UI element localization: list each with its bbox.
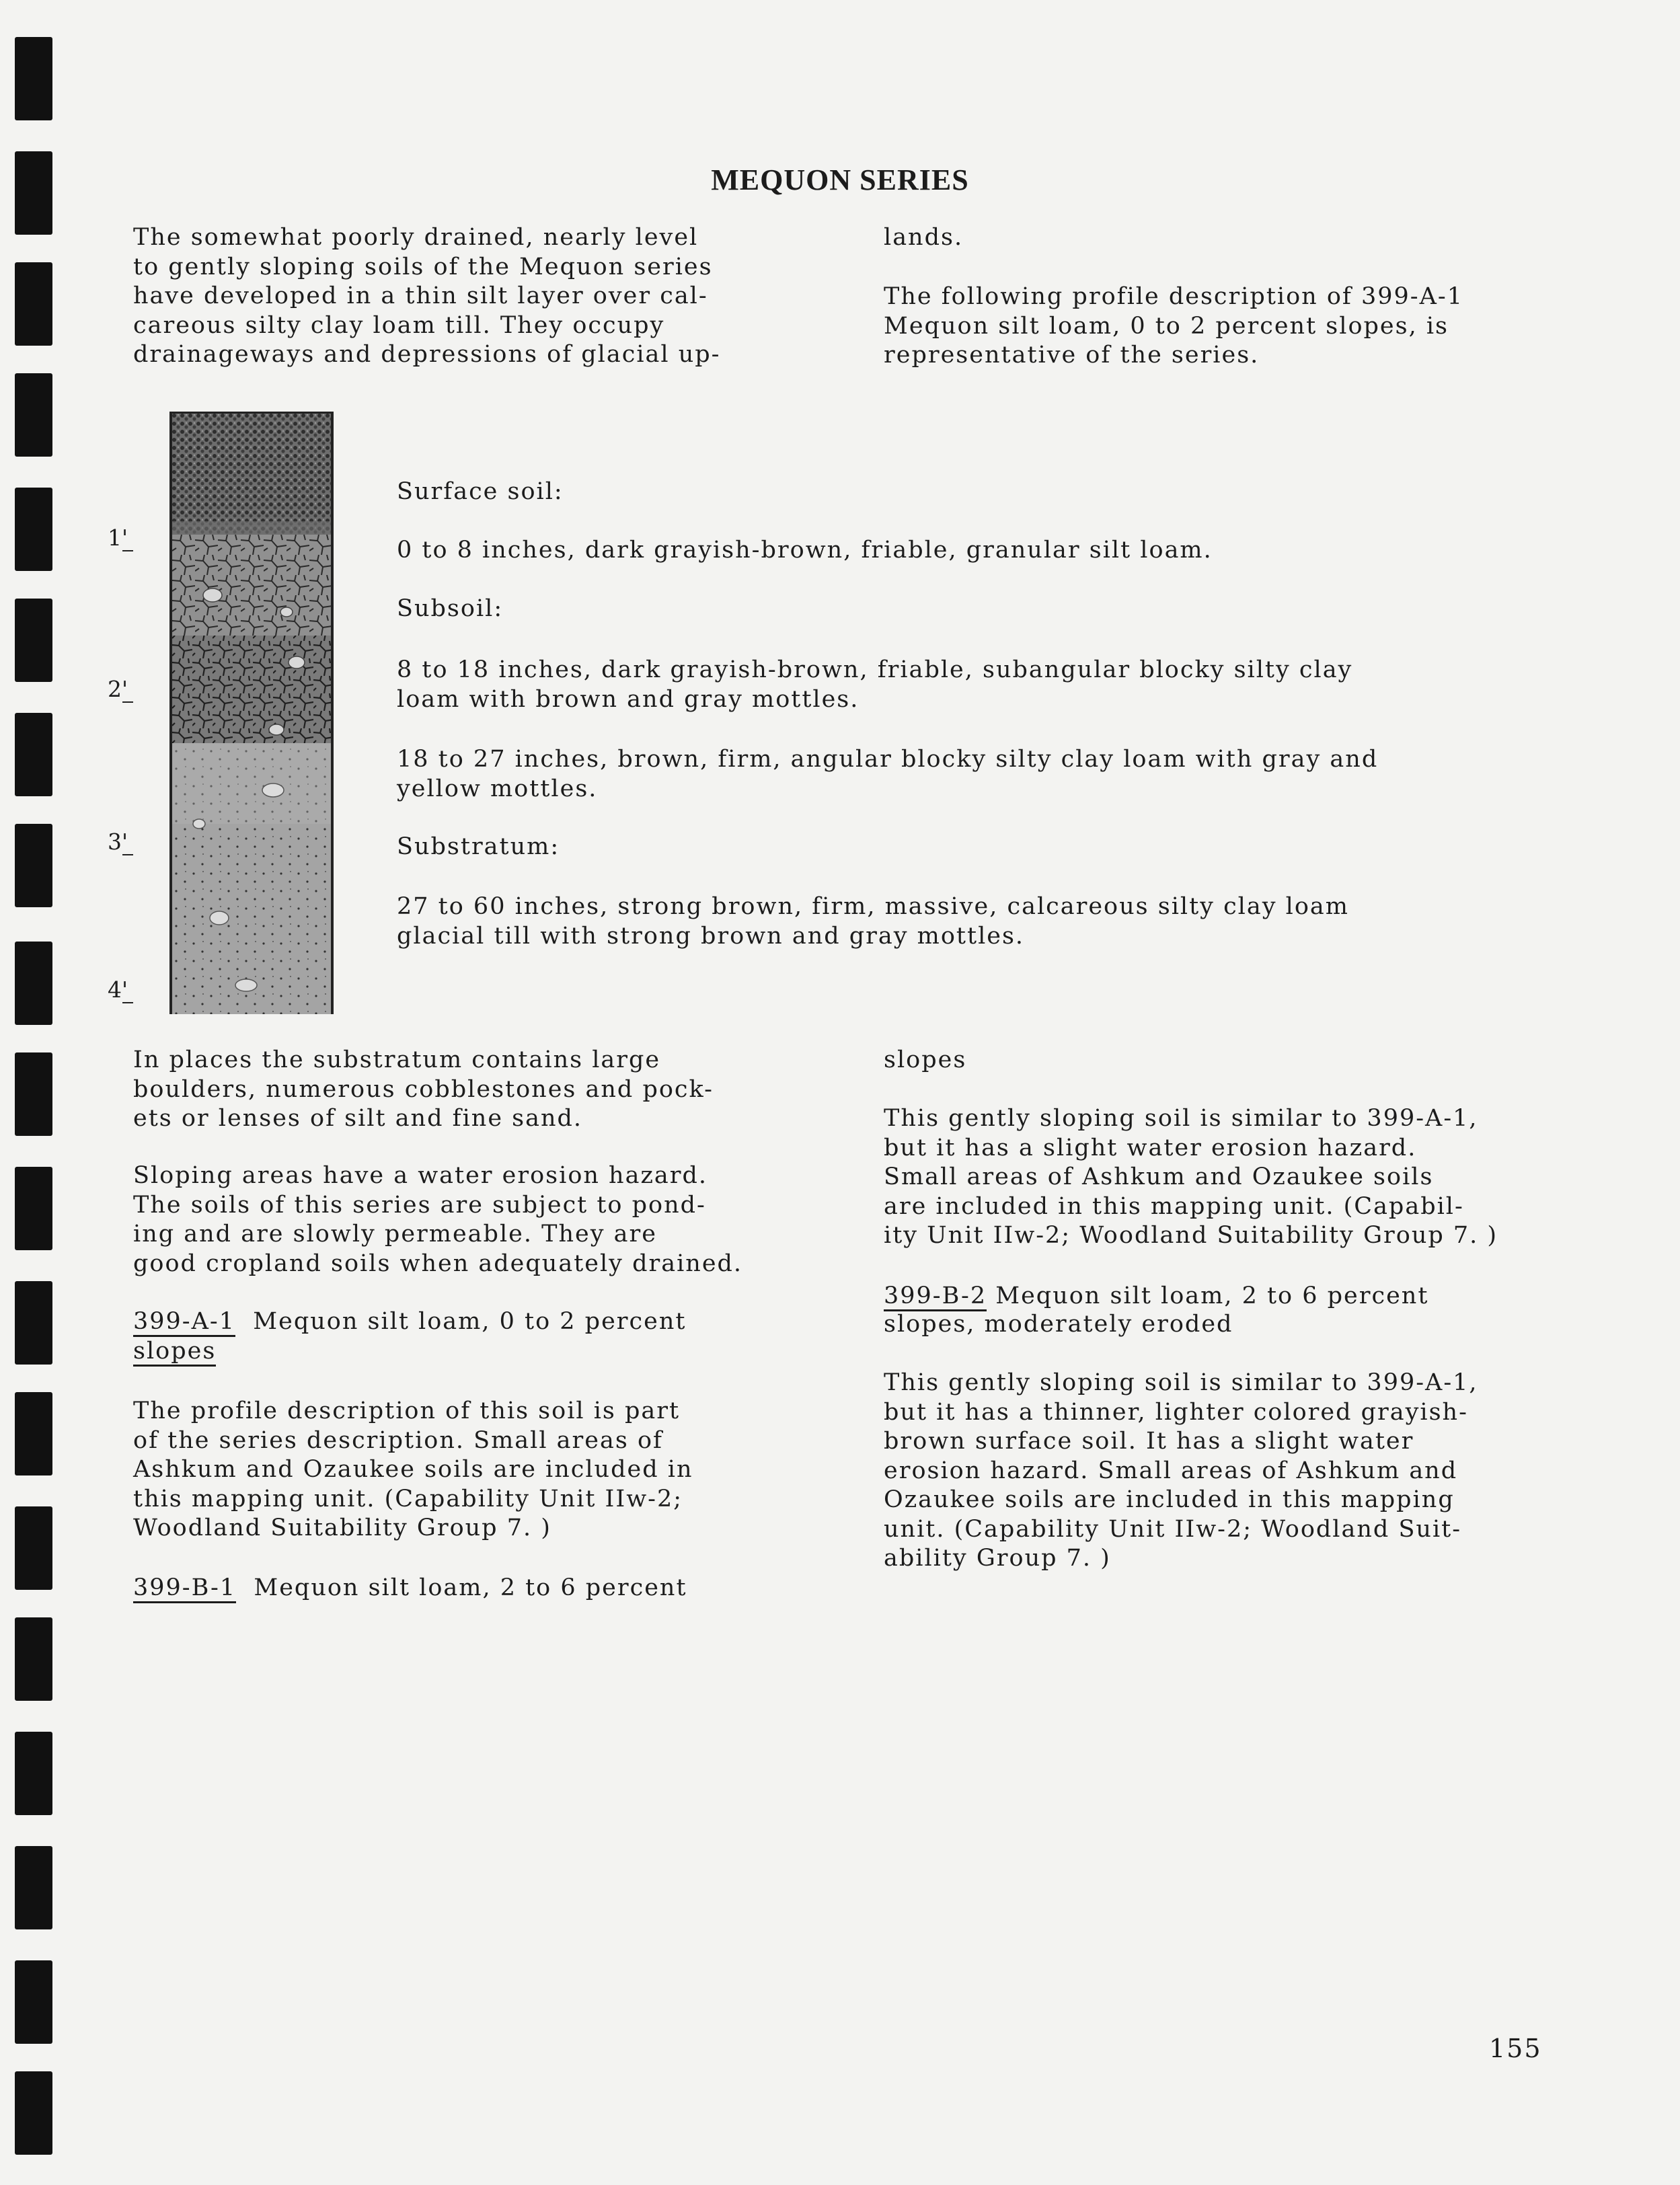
binding-hole [15, 2071, 52, 2155]
binding-hole [15, 824, 52, 907]
surface-soil-text: 0 to 8 inches, dark grayish-brown, friable, granular silt loam. [397, 537, 1213, 564]
mapping-unit-399-B-2-description: This gently sloping soil is similar to 399-A-1, but it has a thinner, lighter colored grayish- brown surface soil. It has a slight water erosion hazard. Small areas of Ashkum and Ozaukee soils are included in this mapping unit. (Capability Unit IIw-2; Woodland Suit- ability Group 7. ) [884, 1369, 1478, 1572]
substratum-notes-paragraph: In places the substratum contains large boulders, numerous cobblestones and pock- ets or lenses of silt and fine sand. [133, 1046, 714, 1132]
substratum-text: 27 to 60 inches, strong brown, firm, massive, calcareous silty clay loam glacial till with strong brown and gray mottles. [397, 893, 1349, 950]
binding-hole [15, 262, 52, 346]
binding-hole [15, 1167, 52, 1250]
binding-hole [15, 1732, 52, 1815]
subsoil-heading: Subsoil: [397, 595, 504, 622]
binding-hole [15, 1281, 52, 1365]
mapping-unit-399-B-1-heading-cont: slopes [884, 1046, 967, 1073]
mapping-unit-name: Mequon silt loam, 0 to 2 percent [235, 1308, 687, 1335]
mapping-unit-symbol: 399-B-1 [133, 1574, 236, 1603]
page-number: 155 [1489, 2034, 1542, 2063]
depth-marker: 1' [108, 525, 128, 551]
depth-marker: 2' [108, 676, 128, 702]
mapping-unit-name: Mequon silt loam, 2 to 6 percent [236, 1574, 687, 1601]
mapping-unit-symbol: 399-B-2 [884, 1282, 987, 1311]
surface-soil-heading: Surface soil: [397, 478, 564, 505]
binding-hole [15, 713, 52, 796]
erosion-hazard-paragraph: Sloping areas have a water erosion hazard. The soils of this series are subject to pond- ing and are slowly permeable. They are good cropland soils when adequately drained. [133, 1162, 743, 1277]
binding-hole [15, 1506, 52, 1590]
binding-hole [15, 1846, 52, 1929]
mapping-unit-name: Mequon silt loam, 2 to 6 percent [987, 1282, 1429, 1309]
binding-hole [15, 942, 52, 1025]
depth-marker: 4' [108, 976, 128, 1003]
binding-hole [15, 1960, 52, 2044]
binding-hole [15, 1392, 52, 1475]
subsoil-text-2: 18 to 27 inches, brown, firm, angular blocky silty clay loam with gray and yellow mottles. [397, 746, 1379, 802]
binding-hole [15, 1617, 52, 1701]
subsoil-text-1: 8 to 18 inches, dark grayish-brown, friable, subangular blocky silty clay loam with brown and gray mottles. [397, 656, 1353, 713]
soil-profile-illustration [169, 412, 334, 1014]
binding-hole [15, 373, 52, 457]
binding-hole [15, 488, 52, 571]
depth-marker: 3' [108, 829, 128, 855]
intro-right-continuation: lands. [884, 224, 964, 251]
binding-hole [15, 599, 52, 682]
intro-right-paragraph: The following profile description of 399-A-1 Mequon silt loam, 0 to 2 percent slopes, is representative of the series. [884, 283, 1463, 369]
mapping-unit-399-A-1-heading [133, 1307, 686, 1337]
mapping-unit-399-A-1-description: The profile description of this soil is part of the series description. Small areas of Ashkum and Ozaukee soils are included in this mapping unit. (Capability Unit IIw-2; Woodland Suitability Group 7. ) [133, 1397, 693, 1541]
binding-holes [15, 0, 55, 2185]
binding-hole [15, 37, 52, 120]
mapping-unit-399-A-1-heading-cont: slopes [133, 1337, 216, 1367]
intro-left-paragraph: The somewhat poorly drained, nearly level to gently sloping soils of the Mequon series have developed in a thin silt layer over cal- careous silty clay loam till. They occupy drainageways and depressions of glacial up- [133, 224, 721, 368]
mapping-unit-symbol: 399-A-1 [133, 1308, 235, 1337]
binding-hole [15, 1052, 52, 1136]
substratum-heading: Substratum: [397, 833, 560, 860]
mapping-unit-399-B-1-heading [133, 1574, 687, 1603]
mapping-unit-399-B-1-description: This gently sloping soil is similar to 399-A-1, but it has a slight water erosion hazard. Small areas of Ashkum and Ozaukee soils are included in this mapping unit. (Capabil- ity Unit IIw-2; Woodland Suitability Group 7. ) [884, 1105, 1498, 1249]
page-title: MEQUON SERIES [711, 163, 969, 196]
mapping-unit-399-B-2-heading [884, 1282, 1428, 1311]
mapping-unit-399-B-2-heading-cont: slopes, moderately eroded [884, 1311, 1233, 1338]
